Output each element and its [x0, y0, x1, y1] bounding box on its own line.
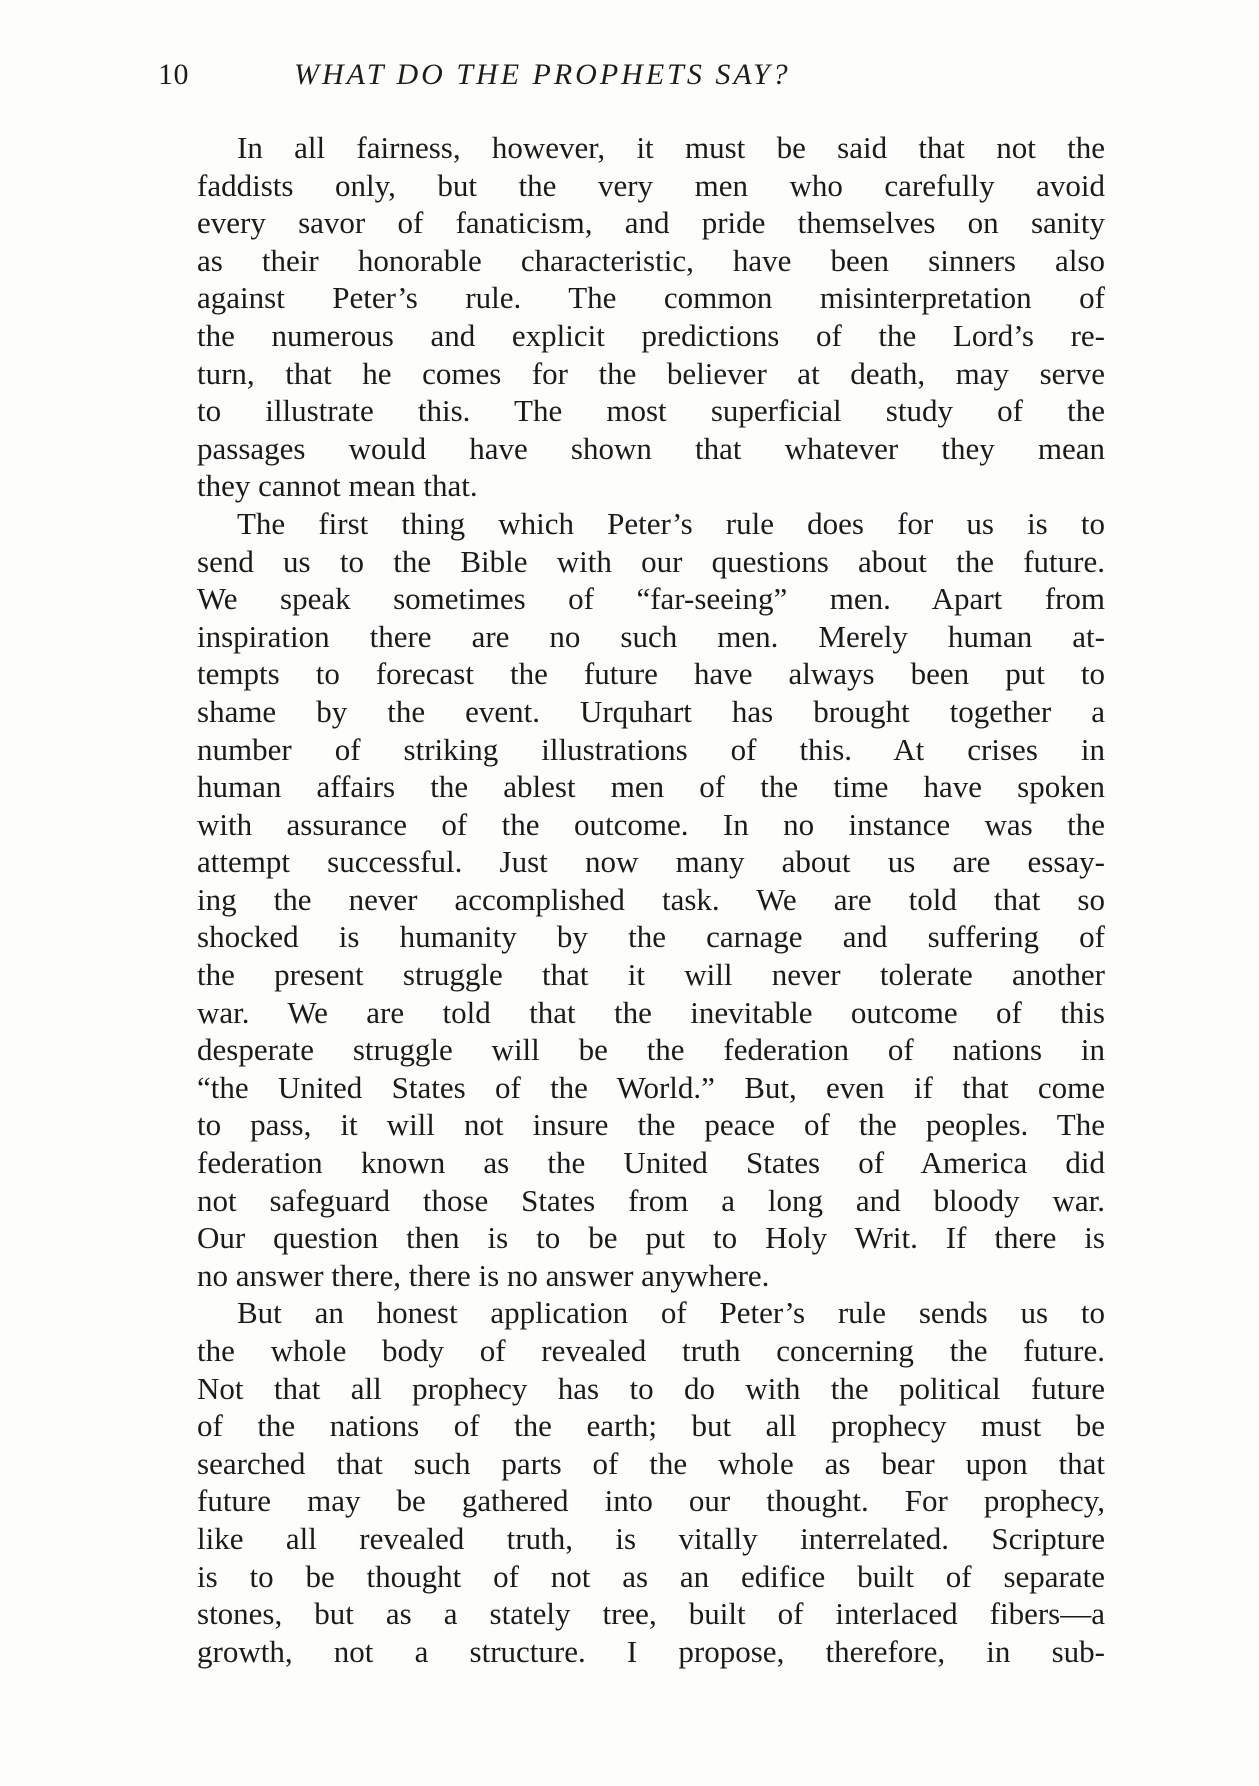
- text-line: But an honest application of Peter’s rule sends us to: [237, 1295, 1105, 1331]
- text-line: tempts to forecast the future have always been put to: [197, 656, 1105, 692]
- text-line: inspiration there are no such men. Merely human at-: [197, 618, 1105, 654]
- text-line: attempt successful. Just now many about us are essay-: [197, 844, 1105, 880]
- text-line: every savor of fanaticism, and pride themselves on sanity: [197, 205, 1105, 241]
- page-number: 10: [158, 58, 189, 91]
- text-line: number of striking illustrations of this. At crises in: [197, 731, 1105, 767]
- text-line: the numerous and explicit predictions of the Lord’s re-: [197, 317, 1105, 353]
- paragraph-2: [157, 505, 1105, 1294]
- text-line: the present struggle that it will never tolerate another: [197, 957, 1105, 993]
- text-line: to pass, it will not insure the peace of the peoples. The: [197, 1107, 1105, 1143]
- text-line: send us to the Bible with our questions about the future.: [197, 543, 1105, 579]
- text-line: human affairs the ablest men of the time have spoken: [197, 769, 1105, 805]
- text-line: shocked is humanity by the carnage and suffering of: [197, 919, 1105, 955]
- text-line: of the nations of the earth; but all prophecy must be: [197, 1408, 1105, 1444]
- text-line: passages would have shown that whatever they mean: [197, 430, 1105, 466]
- text-line: desperate struggle will be the federation of nations in: [197, 1032, 1105, 1068]
- body-text: [157, 129, 1105, 1670]
- text-line: the whole body of revealed truth concerning the future.: [197, 1333, 1105, 1368]
- paragraph-3: [157, 1294, 1105, 1670]
- page-header: [158, 58, 1106, 102]
- text-line: stones, but as a stately tree, built of interlaced fibers—a: [197, 1596, 1105, 1632]
- running-head: WHAT DO THE PROPHETS SAY?: [294, 58, 791, 91]
- text-line: ing the never accomplished task. We are told that so: [197, 881, 1105, 917]
- text-line: Not that all prophecy has to do with the political future: [197, 1370, 1105, 1406]
- text-line: Our question then is to be put to Holy Writ. If there is: [197, 1220, 1105, 1256]
- text-line: searched that such parts of the whole as bear upon that: [197, 1445, 1105, 1481]
- text-line: In all fairness, however, it must be said that not the: [237, 130, 1105, 165]
- text-line: against Peter’s rule. The common misinterpretation of: [197, 280, 1105, 316]
- text-line: We speak sometimes of “far-seeing” men. Apart from: [197, 581, 1105, 617]
- text-line: as their honorable characteristic, have been sinners also: [197, 242, 1105, 278]
- text-line: to illustrate this. The most superficial study of the: [197, 393, 1105, 429]
- paragraph-1: [157, 129, 1105, 505]
- text-line: with assurance of the outcome. In no instance was the: [197, 806, 1105, 842]
- text-line: “the United States of the World.” But, even if that come: [197, 1069, 1105, 1105]
- text-line: no answer there, there is no answer anywhere.: [197, 1257, 770, 1293]
- text-line: is to be thought of not as an edifice built of separate: [197, 1558, 1105, 1594]
- text-line: future may be gathered into our thought. For prophecy,: [197, 1483, 1105, 1519]
- text-line: like all revealed truth, is vitally interrelated. Scripture: [197, 1520, 1105, 1556]
- text-line: shame by the event. Urquhart has brought together a: [197, 693, 1105, 729]
- text-line: federation known as the United States of America did: [197, 1145, 1105, 1181]
- text-line: The first thing which Peter’s rule does for us is to: [237, 505, 1105, 541]
- text-line: turn, that he comes for the believer at death, may serve: [197, 355, 1105, 391]
- text-line: faddists only, but the very men who carefully avoid: [197, 167, 1105, 203]
- text-line: they cannot mean that.: [197, 468, 478, 504]
- text-line: war. We are told that the inevitable outcome of this: [197, 994, 1105, 1030]
- text-line: not safeguard those States from a long and bloody war.: [197, 1182, 1105, 1218]
- text-line: growth, not a structure. I propose, therefore, in sub-: [197, 1633, 1105, 1669]
